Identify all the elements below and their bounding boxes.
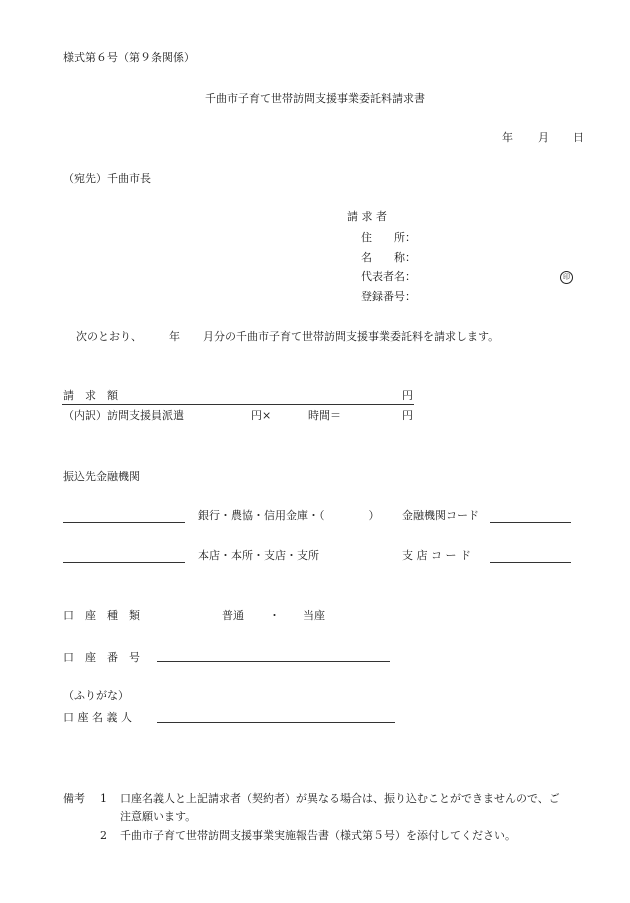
- account-type-separator: ・: [269, 609, 280, 622]
- requester-heading: 請 求 者: [347, 210, 387, 223]
- amount-yen: 円: [402, 389, 413, 402]
- breakdown-total-yen: 円: [402, 409, 413, 422]
- intro-suffix: 月分の千曲市子育て世帯訪問支援事業委託料を請求します。: [203, 330, 500, 343]
- account-number-label: 口 座 番 号: [63, 651, 140, 664]
- date-day: 日: [573, 131, 584, 144]
- requester-representative-label: 代表者名：: [361, 270, 416, 283]
- account-type-label: 口 座 種 類: [63, 609, 140, 622]
- account-type-ordinary[interactable]: 普通: [222, 609, 244, 622]
- document-title: 千曲市子育て世帯訪問支援事業委託料請求書: [205, 92, 425, 105]
- amount-underline: [62, 404, 414, 405]
- requester-name-label: 名 称：: [361, 251, 416, 264]
- note-1-text-cont: 注意願います。: [120, 810, 197, 823]
- bank-types: 銀行・農協・信用金庫・（ ）: [198, 509, 380, 522]
- note-2-text: 千曲市子育て世帯訪問支援事業実施報告書（様式第５号）を添付してください。: [120, 829, 516, 842]
- intro-year: 年: [169, 330, 180, 343]
- seal-mark: 印: [560, 271, 573, 284]
- amount-label: 請 求 額: [63, 389, 118, 402]
- breakdown-unit-yen: 円×: [251, 409, 272, 422]
- account-type-current[interactable]: 当座: [303, 609, 325, 622]
- addressee: （宛先）千曲市長: [63, 172, 151, 185]
- bank-code-label: 金融機関コード: [402, 509, 479, 522]
- account-holder-label: 口 座 名 義 人: [63, 711, 132, 724]
- notes-heading: 備考: [63, 792, 85, 805]
- branch-code-label: 支 店 コ ー ド: [402, 549, 471, 562]
- furigana-label: （ふりがな）: [63, 689, 129, 702]
- intro-prefix: 次のとおり、: [76, 330, 142, 343]
- note-2-number: 2: [100, 829, 107, 842]
- requester-registration-label: 登録番号：: [361, 290, 416, 303]
- branch-code-field[interactable]: [490, 562, 571, 563]
- bank-code-field[interactable]: [490, 522, 571, 523]
- form-number: 様式第６号（第９条関係）: [63, 51, 195, 64]
- branch-name-field[interactable]: [63, 562, 185, 563]
- bank-heading: 振込先金融機関: [63, 470, 140, 483]
- note-1-number: 1: [100, 792, 107, 805]
- breakdown-label: （内訳）訪問支援員派遣: [63, 409, 184, 422]
- bank-name-field[interactable]: [63, 522, 185, 523]
- account-holder-field[interactable]: [157, 722, 395, 723]
- date-year: 年: [502, 131, 513, 144]
- date-month: 月: [538, 131, 549, 144]
- branch-types: 本店・本所・支店・支所: [198, 549, 319, 562]
- requester-address-label: 住 所：: [361, 231, 416, 244]
- note-1-text: 口座名義人と上記請求者（契約者）が異なる場合は、振り込むことができませんので、ご: [120, 792, 560, 805]
- breakdown-hours: 時間＝: [308, 409, 341, 422]
- account-number-field[interactable]: [157, 661, 390, 662]
